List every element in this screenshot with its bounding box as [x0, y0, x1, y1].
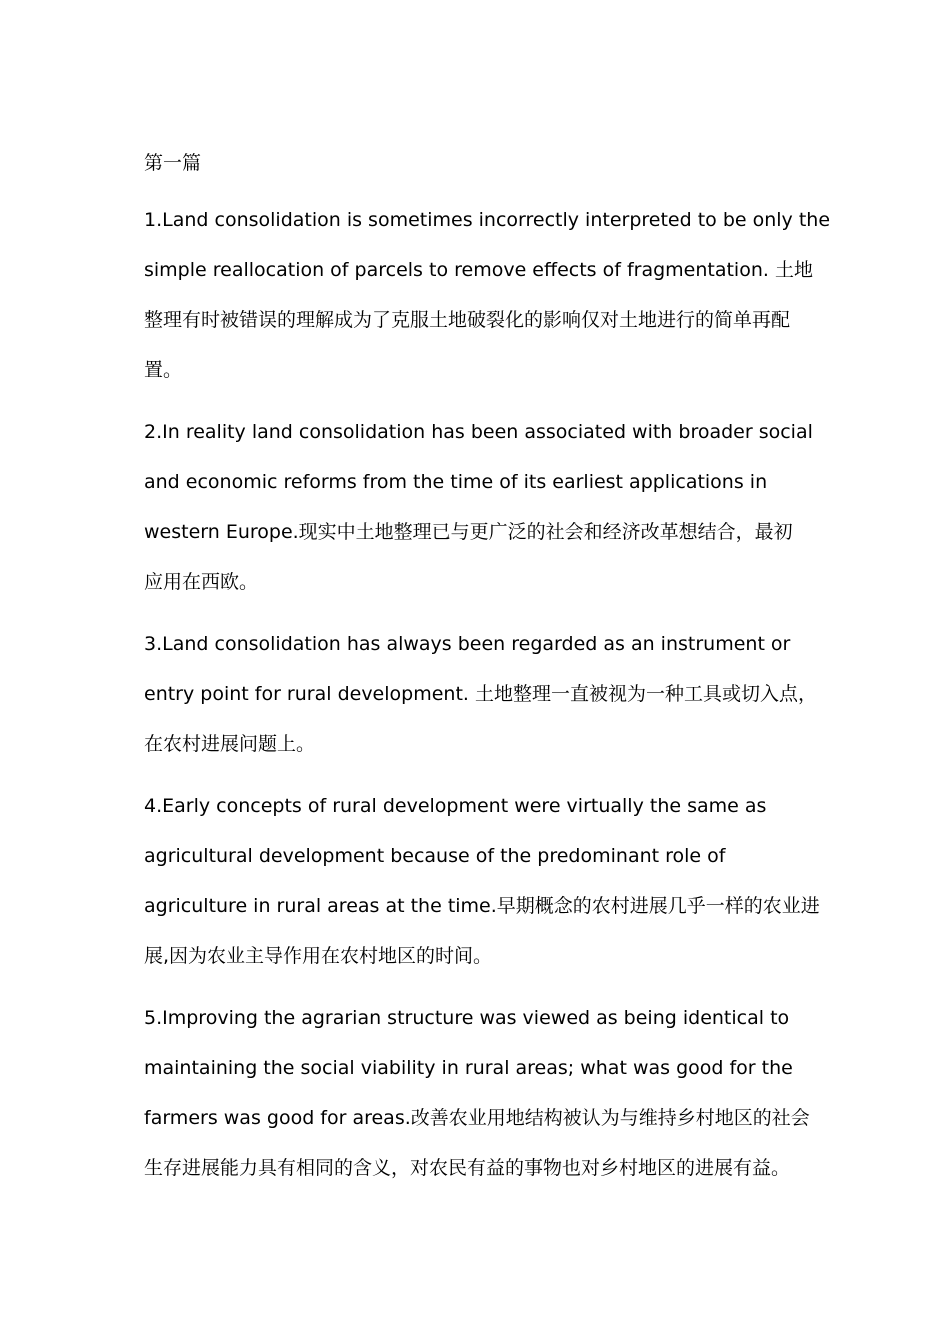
- paragraph-line: 应用在西欧。: [144, 571, 259, 593]
- paragraph-line: 整理有时被错误的理解成为了克服土地破裂化的影响仅对土地进行的简单再配: [144, 309, 791, 331]
- paragraph-line: farmers was good for areas.改善农业用地结构被认为与维持乡村地区的社会: [144, 1107, 810, 1129]
- paragraph-line: 4.Early concepts of rural development were virtually the same as: [144, 795, 767, 817]
- paragraph-line: simple reallocation of parcels to remove effects of fragmentation. 土地: [144, 259, 813, 281]
- paragraph-line: agricultural development because of the predominant role of: [144, 845, 726, 867]
- paragraph-line: 展,因为农业主导作用在农村地区的时间。: [144, 945, 493, 967]
- paragraph-line: entry point for rural development. 土地整理一直被视为一种工具或切入点，: [144, 683, 817, 705]
- paragraph-line: 置。: [144, 359, 183, 381]
- paragraph-3: [144, 619, 817, 769]
- paragraph-line: western Europe.现实中土地整理已与更广泛的社会和经济改革想结合，最初: [144, 521, 793, 543]
- paragraph-line: 生存进展能力具有相同的含义，对农民有益的事物也对乡村地区的进展有益。: [144, 1157, 791, 1179]
- paragraph-line: and economic reforms from the time of its earliest applications in: [144, 471, 768, 493]
- paragraph-2: [144, 407, 813, 607]
- paragraph-4: [144, 781, 820, 981]
- document-body: [144, 143, 831, 1205]
- section-heading: 第一篇: [144, 152, 202, 174]
- paragraph-line: 2.In reality land consolidation has been associated with broader social: [144, 421, 813, 443]
- paragraph-line: maintaining the social viability in rural areas; what was good for the: [144, 1057, 793, 1079]
- paragraph-5: [144, 993, 809, 1193]
- paragraph-line: 3.Land consolidation has always been regarded as an instrument or: [144, 633, 791, 655]
- paragraph-line: 5.Improving the agrarian structure was viewed as being identical to: [144, 1007, 790, 1029]
- paragraph-line: agriculture in rural areas at the time.早期概念的农村进展几乎一样的农业进: [144, 895, 820, 917]
- paragraph-line: 在农村进展问题上。: [144, 733, 316, 755]
- paragraph-1: [144, 195, 831, 395]
- paragraph-line: 1.Land consolidation is sometimes incorrectly interpreted to be only the: [144, 209, 831, 231]
